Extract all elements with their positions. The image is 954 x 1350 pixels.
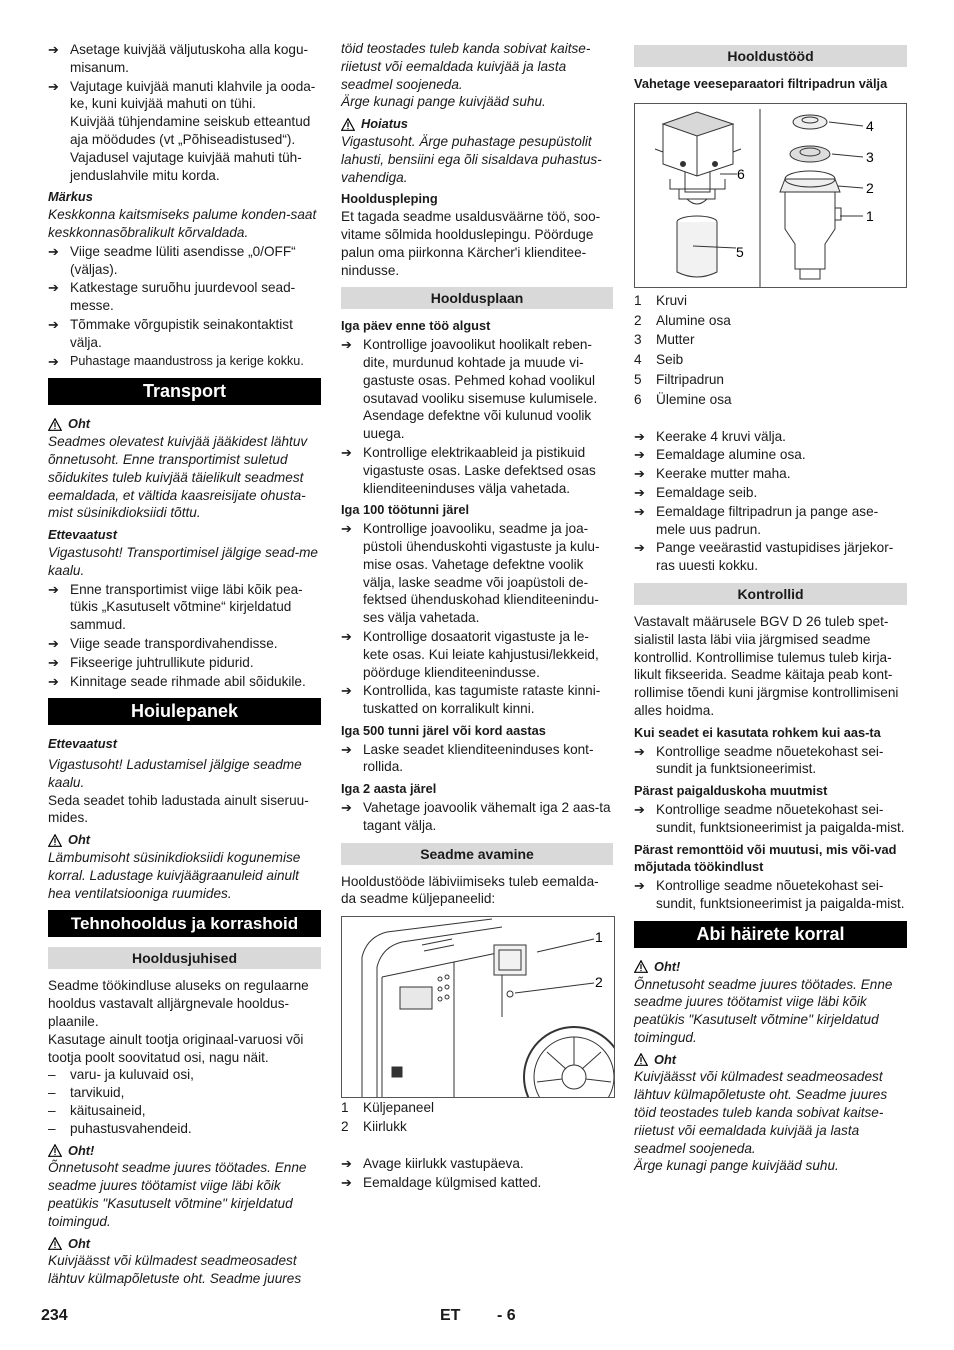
list-item: – käitusaineid, bbox=[48, 1103, 146, 1119]
filter-exploded-illustration bbox=[635, 104, 906, 287]
warning-triangle-icon bbox=[48, 1144, 62, 1157]
figure-callout-5: 5 bbox=[736, 243, 744, 260]
list-item: ➔ Keerake 4 kruvi välja. bbox=[634, 428, 786, 444]
arrow-right-icon: ➔ bbox=[48, 316, 59, 332]
subheading: Iga 100 töötunni järel bbox=[341, 502, 469, 518]
warning-text: Seadmes olevatest kuivjää jääkidest lähtuv õnnetusoht. Enne transportimist suletud sõidukites tuleb kuivjää täielikult seadmest eemaldada, et vältida kaasreisijate ohusta-mist süsinikdioksiidi tõttu. bbox=[48, 434, 308, 521]
arrow-right-icon: ➔ bbox=[48, 654, 59, 670]
list-item: ➔ Vajutage kuivjää manuti klahvile ja ooda-ke, kuni kuivjää mahuti on tühi. Kuivjää tühjendamine seiskub etteantud aja möödudes (vt „Põhiseadistused“). Vajadusel vajutage kuivjää mahuti tüh-jenduslahvile mitu korda. bbox=[48, 78, 316, 183]
arrow-right-icon: ➔ bbox=[634, 428, 645, 444]
list-item: ➔ Eemaldage seib. bbox=[634, 484, 758, 500]
section-heading-transport: Transport bbox=[48, 378, 321, 405]
list-item: ➔ Kinnitage seade rihmade abil sõidukile. bbox=[48, 673, 306, 689]
arrow-right-icon: ➔ bbox=[634, 540, 645, 556]
arrow-right-icon: ➔ bbox=[341, 337, 352, 353]
figure-callout-3: 3 bbox=[866, 148, 874, 165]
list-item: ➔ Kontrollige joavooliku, seadme ja joa-püstoli ühenduskohti vigastuste ja kulu-mise osas. Vahetage defektne voolik välja, laske seadme või joapüstoli de-fektsed ühenduskohad klienditeenindu-ses välja vahetada. bbox=[341, 521, 600, 626]
list-item: ➔ Laske seadet klienditeeninduses kont-rollida. bbox=[341, 741, 594, 775]
arrow-right-icon: ➔ bbox=[341, 521, 352, 537]
warning-text: Vigastusoht. Ärge puhastage pesupüstolit lahusti, bensiini ega õli sisaldava puhastus-vahendiga. bbox=[341, 133, 602, 185]
list-item: ➔ Kontrollida, kas tagumiste rataste kinni-tuskatted on korralikult kinni. bbox=[341, 683, 601, 717]
list-item: ➔ Eemaldage filtripadrun ja pange ase-mele uus padrun. bbox=[634, 503, 879, 537]
list-item: ➔ Avage kiirlukk vastupäeva. bbox=[341, 1155, 524, 1171]
body-text: Et tagada seadme usaldusväärne töö, soo-vitame sõlmida hoolduslepingu. Pöörduge palun oma piirkonna Kärcher'i klienditee-nindusse. bbox=[341, 209, 601, 278]
body-text: Seadme töökindluse aluseks on regulaarne hooldus vastavalt alljärgnevale hooldus-plaanile. bbox=[48, 978, 309, 1030]
warning-title: Oht bbox=[48, 1235, 321, 1253]
arrow-right-icon: ➔ bbox=[634, 503, 645, 519]
arrow-right-icon: ➔ bbox=[341, 1174, 352, 1190]
figure-caption: 1 Küljepaneel bbox=[341, 1100, 435, 1116]
machine-side-panel-figure bbox=[341, 916, 615, 1098]
caution-title: Ettevaatust bbox=[48, 736, 117, 752]
warning-title: Oht bbox=[634, 1051, 907, 1069]
subsection-heading-hooldusjuhised: Hooldusjuhised bbox=[48, 947, 321, 969]
list-item: ➔ Viige seade transpordivahendisse. bbox=[48, 635, 278, 651]
arrow-right-icon: ➔ bbox=[48, 635, 59, 651]
caution-title: Ettevaatust bbox=[48, 527, 117, 543]
section-heading-abi-hairete-korral: Abi häirete korral bbox=[634, 921, 907, 948]
arrow-right-icon: ➔ bbox=[48, 280, 59, 296]
list-item: ➔ Kontrollige seadme nõuetekohast sei-sundit, funktsioneerimist ja paigalda-mist. bbox=[634, 878, 905, 911]
section-page: - 6 bbox=[497, 1307, 516, 1324]
subheading: Iga 500 tunni järel või kord aastas bbox=[341, 722, 546, 738]
warning-text-continued: Ärge kunagi pange kuivjääd suhu. bbox=[341, 94, 546, 110]
caution-text: Vigastusoht! Transportimisel jälgige sead-me kaalu. bbox=[48, 544, 318, 578]
warning-triangle-icon bbox=[48, 1237, 62, 1250]
arrow-right-icon: ➔ bbox=[48, 581, 59, 597]
subheading: Pärast paigalduskoha muutmist bbox=[634, 783, 828, 799]
filter-cartridge-figure bbox=[634, 103, 907, 288]
column-1 bbox=[48, 40, 321, 1288]
list-item: ➔ Kontrollige dosaatorit vigastuste ja le-kete osas. Kui leiate kahjustusi/lekkeid, pöörduge klienditeenindusse. bbox=[341, 628, 599, 680]
figure-caption: 1 Kruvi bbox=[634, 292, 687, 308]
section-heading-tehnohooldus: Tehnohooldus ja korrashoid bbox=[48, 910, 321, 937]
list-item: ➔ Eemaldage külgmised katted. bbox=[341, 1174, 542, 1190]
list-item: ➔ Kontrollige elektrikaableid ja pistikuid vigastuste osas. Laske defektsed osas klienditeeninduses välja vahetada. bbox=[341, 444, 596, 496]
warning-title: Oht! bbox=[48, 1142, 321, 1160]
figure-callout-2: 2 bbox=[595, 974, 603, 991]
list-item: ➔ Katkestage suruõhu juurdevool sead-messe. bbox=[48, 280, 296, 314]
subheading: Vahetage veeseparaatori filtripadrun välja bbox=[634, 76, 888, 91]
arrow-right-icon: ➔ bbox=[341, 1155, 352, 1171]
warning-triangle-icon bbox=[48, 834, 62, 847]
arrow-right-icon: ➔ bbox=[341, 444, 352, 460]
list-item: ➔ Kontrollige joavoolikut hoolikalt reben-dite, murdunud kohtade ja muude vi-gastuste osas. Pehmed kohad voolikul osutavad vooliku sisemuse kulumisele. Asendage defektne või kulunud voolik uuega. bbox=[341, 337, 598, 442]
list-item: ➔ Asetage kuivjää väljutuskoha alla kogu-misanum. bbox=[48, 42, 309, 75]
arrow-right-icon: ➔ bbox=[634, 801, 645, 817]
arrow-right-icon: ➔ bbox=[634, 878, 645, 894]
arrow-right-icon: ➔ bbox=[48, 78, 59, 94]
caution-text: Vigastusoht! Ladustamisel jälgige seadme kaalu. bbox=[48, 757, 302, 790]
arrow-right-icon: ➔ bbox=[634, 447, 645, 463]
warning-text: Lämbumisoht süsinikdioksiidi kogunemise korral. Ladustage kuivjäägraanuleid ainult hea ventilatsiooniga ruumides. bbox=[48, 850, 301, 901]
subheading: Hoolduspleping bbox=[341, 191, 438, 207]
body-text: Vastavalt määrusele BGV D 26 tuleb spet-sialistil lasta läbi viia järgmised seadme kontrollid. Kontrollimise tulemus tuleb kirja-likult fikseerida. Seadme käitaja peab kont-rollimise tõendi kuni järgmise kontrollimiseni alles hoidma. bbox=[634, 613, 899, 718]
column-2 bbox=[341, 40, 613, 1191]
arrow-right-icon: ➔ bbox=[634, 466, 645, 482]
warning-text-continued: töid teostades tuleb kanda sobivat kaitse-riietust või eemaldada kuivjää ja lasta seadmel soojeneda. bbox=[341, 41, 591, 92]
subheading: Pärast remonttöid või muutusi, mis või-vad mõjutada töökindlust bbox=[634, 841, 897, 875]
figure-caption: 5 Filtripadrun bbox=[634, 371, 724, 387]
warning-text: Õnnetusoht seadme juures töötades. Enne seadme juures töötamist viige läbi kõik peatükis "Kasutuselt võtmine" kirjeldatud toimingud. bbox=[634, 976, 893, 1045]
arrow-right-icon: ➔ bbox=[634, 484, 645, 500]
subsection-heading-kontrollid: Kontrollid bbox=[634, 583, 907, 605]
list-item: – tarvikuid, bbox=[48, 1085, 125, 1101]
list-item: ➔ Tõmmake võrgupistik seinakontaktist välja. bbox=[48, 316, 293, 350]
arrow-right-icon: ➔ bbox=[48, 243, 59, 259]
column-3 bbox=[634, 40, 907, 1175]
warning-text: Kuivjäässt või külmadest seadmeosadest lähtuv külmapõletuste oht. Seadme juures töid teostades tuleb kanda sobivat kaitse-riietust või eemaldada kuivjää ja lasta seadmel soojeneda. bbox=[634, 1069, 888, 1156]
warning-text: Õnnetusoht seadme juures töötades. Enne seadme juures töötamist viige läbi kõik peatükis "Kasutuselt võtmine" kirjeldatud toimingud. bbox=[48, 1160, 307, 1229]
figure-caption: 3 Mutter bbox=[634, 332, 695, 348]
warning-title: Oht bbox=[48, 415, 321, 433]
figure-callout-2: 2 bbox=[866, 179, 874, 196]
warning-triangle-icon bbox=[634, 1053, 648, 1066]
language-code: ET bbox=[440, 1307, 461, 1324]
arrow-right-icon: ➔ bbox=[341, 800, 352, 816]
figure-callout-1: 1 bbox=[595, 929, 603, 946]
arrow-right-icon: ➔ bbox=[341, 741, 352, 757]
arrow-right-icon: ➔ bbox=[634, 743, 645, 759]
arrow-right-icon: ➔ bbox=[48, 353, 59, 369]
figure-caption: 6 Ülemine osa bbox=[634, 391, 732, 407]
subsection-heading-hooldusplaan: Hooldusplaan bbox=[341, 287, 613, 309]
subsection-heading-hooldustood: Hooldustööd bbox=[634, 45, 907, 67]
list-item: ➔ Fikseerige juhtrullikute pidurid. bbox=[48, 654, 254, 670]
subheading: Iga 2 aasta järel bbox=[341, 781, 437, 797]
body-text: Seda seadet tohib ladustada ainult siseruu-mides. bbox=[48, 792, 309, 826]
warning-title: Oht bbox=[48, 831, 321, 849]
list-item: ➔ Viige seadme lüliti asendisse „0/OFF“ (väljas). bbox=[48, 243, 296, 277]
note-text: Keskkonna kaitsmiseks palume konden-saat keskkonnasõbralikult kõrvaldada. bbox=[48, 207, 317, 240]
list-item: ➔ Puhastage maandustross ja kerige kokku. bbox=[48, 353, 304, 369]
body-text: Hooldustööde läbiviimiseks tuleb eemalda-da seadme küljepaneelid: bbox=[341, 873, 599, 907]
figure-caption: 2 Kiirlukk bbox=[341, 1119, 407, 1135]
figure-callout-6: 6 bbox=[737, 165, 745, 182]
body-text: Kasutage ainult tootja originaal-varuosi või tootja poolt soovitatud osi, nagu näit. bbox=[48, 1031, 304, 1065]
list-item: ➔ Keerake mutter maha. bbox=[634, 466, 791, 482]
subsection-heading-seadme-avamine: Seadme avamine bbox=[341, 843, 613, 865]
page-number: 234 bbox=[41, 1307, 68, 1324]
figure-callout-1: 1 bbox=[866, 207, 874, 224]
warning-triangle-icon bbox=[634, 960, 648, 973]
list-item: ➔ Kontrollige seadme nõuetekohast sei-sundit ja funktsioneerimist. bbox=[634, 743, 884, 777]
arrow-right-icon: ➔ bbox=[341, 683, 352, 699]
arrow-right-icon: ➔ bbox=[48, 42, 59, 57]
list-item: ➔ Pange veeärastid vastupidises järjekor-ras uuesti kokku. bbox=[634, 540, 894, 574]
warning-title: Oht! bbox=[634, 958, 907, 976]
arrow-right-icon: ➔ bbox=[341, 628, 352, 644]
arrow-right-icon: ➔ bbox=[48, 673, 59, 689]
list-item: – puhastusvahendeid. bbox=[48, 1120, 192, 1136]
warning-triangle-icon bbox=[341, 118, 355, 131]
note-title: Märkus bbox=[48, 189, 93, 205]
machine-illustration bbox=[342, 917, 614, 1097]
warning-title: Hoiatus bbox=[341, 115, 613, 133]
list-item: ➔ Vahetage joavoolik vähemalt iga 2 aas-ta tagant välja. bbox=[341, 800, 611, 833]
warning-text: Ärge kunagi pange kuivjääd suhu. bbox=[634, 1158, 839, 1174]
section-heading-hoiulepanek: Hoiulepanek bbox=[48, 698, 321, 725]
figure-caption: 2 Alumine osa bbox=[634, 312, 731, 328]
list-item: ➔ Enne transportimist viige läbi kõik pea-tükis „Kasutuselt võtmine“ kirjeldatud sammud. bbox=[48, 581, 303, 633]
subheading: Kui seadet ei kasutata rohkem kui aas-ta bbox=[634, 724, 881, 740]
figure-callout-4: 4 bbox=[866, 117, 874, 134]
warning-text: Kuivjäässt või külmadest seadmeosadest lähtuv külmapõletuste oht. Seadme juures bbox=[48, 1253, 302, 1287]
list-item: ➔ Kontrollige seadme nõuetekohast sei-sundit, funktsioneerimist ja paigalda-mist. bbox=[634, 801, 905, 835]
figure-caption: 4 Seib bbox=[634, 352, 684, 368]
subheading: Iga päev enne töö algust bbox=[341, 318, 491, 334]
list-item: – varu- ja kuluvaid osi, bbox=[48, 1067, 194, 1083]
list-item: ➔ Eemaldage alumine osa. bbox=[634, 447, 806, 463]
warning-triangle-icon bbox=[48, 418, 62, 431]
